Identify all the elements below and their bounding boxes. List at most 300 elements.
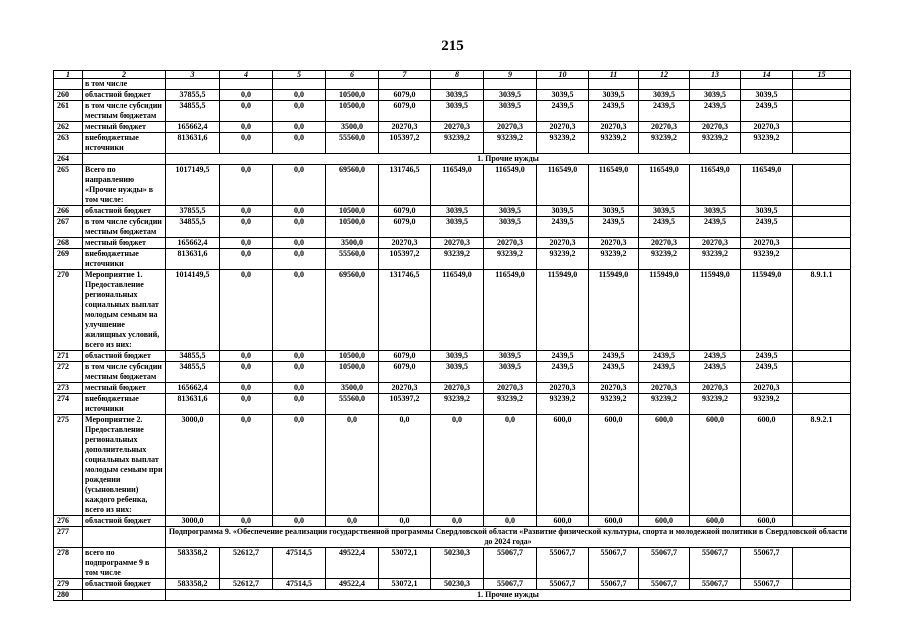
value-cell: 93239,2 — [484, 133, 537, 154]
value-cell: 3039,5 — [639, 90, 690, 101]
value-cell: 20270,3 — [690, 238, 741, 249]
value-cell: 49522,4 — [326, 579, 379, 590]
value-cell: 6079,0 — [379, 217, 431, 238]
value-cell: 600,0 — [639, 516, 690, 527]
label-cell: областной бюджет — [83, 516, 166, 527]
value-cell: 34855,5 — [166, 351, 220, 362]
value-cell: 0,0 — [273, 415, 326, 516]
header-cell: 13 — [690, 71, 741, 79]
table-row — [54, 79, 851, 90]
label-cell: областной бюджет — [83, 579, 166, 590]
empty-cell — [83, 590, 166, 601]
value-cell: 0,0 — [273, 249, 326, 270]
value-cell: 52612,7 — [220, 548, 273, 579]
label-cell: областной бюджет — [83, 206, 166, 217]
value-cell: 0,0 — [220, 516, 273, 527]
value-cell: 93239,2 — [484, 249, 537, 270]
value-cell: 2439,5 — [741, 101, 793, 122]
target-code-cell — [793, 383, 851, 394]
value-cell: 583358,2 — [166, 548, 220, 579]
label-cell: в том числе субсидии местным бюджетам — [83, 362, 166, 383]
row-number-cell: 279 — [54, 579, 83, 590]
value-cell: 93239,2 — [589, 394, 639, 415]
value-cell: 0,0 — [220, 362, 273, 383]
value-cell: 115949,0 — [589, 270, 639, 351]
value-cell: 20270,3 — [537, 122, 589, 133]
value-cell: 10500,0 — [326, 351, 379, 362]
value-cell: 93239,2 — [741, 249, 793, 270]
value-cell: 55067,7 — [589, 579, 639, 590]
value-cell: 0,0 — [220, 101, 273, 122]
value-cell: 2439,5 — [537, 362, 589, 383]
value-cell: 0,0 — [273, 165, 326, 206]
value-cell: 49522,4 — [326, 548, 379, 579]
header-cell: 2 — [83, 71, 166, 79]
value-cell: 0,0 — [431, 516, 484, 527]
section-title-cell: Подпрограмма 9. «Обеспечение реализации государственной программы Свердловской области «Развитие физической культуры, спорта и молодежной политики в Свердловской области до 2024 года» — [166, 527, 851, 548]
value-cell: 0,0 — [326, 415, 379, 516]
value-cell — [741, 79, 793, 90]
row-number-cell: 271 — [54, 351, 83, 362]
value-cell: 2439,5 — [589, 351, 639, 362]
value-cell: 55067,7 — [639, 548, 690, 579]
value-cell: 20270,3 — [639, 238, 690, 249]
row-number-cell: 263 — [54, 133, 83, 154]
target-code-cell — [793, 516, 851, 527]
value-cell: 20270,3 — [431, 383, 484, 394]
value-cell: 2439,5 — [741, 351, 793, 362]
value-cell: 813631,6 — [166, 133, 220, 154]
header-cell: 5 — [273, 71, 326, 79]
value-cell: 0,0 — [484, 415, 537, 516]
value-cell: 0,0 — [273, 122, 326, 133]
value-cell — [690, 79, 741, 90]
value-cell: 2439,5 — [690, 362, 741, 383]
value-cell: 3039,5 — [741, 90, 793, 101]
value-cell: 93239,2 — [431, 249, 484, 270]
value-cell: 0,0 — [326, 516, 379, 527]
table-row — [54, 101, 851, 122]
table-row — [54, 165, 851, 206]
value-cell: 2439,5 — [690, 351, 741, 362]
row-number-cell: 273 — [54, 383, 83, 394]
value-cell: 93239,2 — [690, 394, 741, 415]
value-cell — [431, 79, 484, 90]
value-cell: 116549,0 — [431, 165, 484, 206]
table-row — [54, 590, 851, 601]
target-code-cell — [793, 362, 851, 383]
target-code-cell — [793, 249, 851, 270]
label-cell: внебюджетные источники — [83, 249, 166, 270]
label-cell: Мероприятие 2. Предоставление региональных дополнительных социальных выплат молодым семьям при рождении (усыновлении) каждого ребенка, всего из них: — [83, 415, 166, 516]
value-cell: 3039,5 — [484, 351, 537, 362]
table-row — [54, 362, 851, 383]
header-cell: 4 — [220, 71, 273, 79]
value-cell: 6079,0 — [379, 101, 431, 122]
value-cell: 131746,5 — [379, 270, 431, 351]
value-cell: 0,0 — [220, 351, 273, 362]
value-cell: 600,0 — [639, 415, 690, 516]
table-row — [54, 154, 851, 165]
value-cell: 20270,3 — [690, 383, 741, 394]
header-cell: 3 — [166, 71, 220, 79]
value-cell: 93239,2 — [639, 249, 690, 270]
value-cell: 20270,3 — [431, 122, 484, 133]
value-cell: 0,0 — [431, 415, 484, 516]
value-cell: 0,0 — [273, 238, 326, 249]
value-cell: 116549,0 — [690, 165, 741, 206]
target-code-cell — [793, 79, 851, 90]
target-code-cell — [793, 548, 851, 579]
value-cell: 55067,7 — [484, 548, 537, 579]
value-cell: 6079,0 — [379, 206, 431, 217]
value-cell: 55560,0 — [326, 249, 379, 270]
value-cell: 3000,0 — [166, 516, 220, 527]
value-cell: 3039,5 — [431, 362, 484, 383]
value-cell: 600,0 — [741, 415, 793, 516]
label-cell: внебюджетные источники — [83, 133, 166, 154]
value-cell: 2439,5 — [537, 351, 589, 362]
target-code-cell — [793, 351, 851, 362]
table-header-row — [54, 71, 851, 79]
header-cell: 15 — [793, 71, 851, 79]
value-cell: 2439,5 — [690, 101, 741, 122]
value-cell: 0,0 — [273, 101, 326, 122]
value-cell: 3039,5 — [431, 206, 484, 217]
value-cell: 0,0 — [220, 165, 273, 206]
target-code-cell — [793, 394, 851, 415]
value-cell: 0,0 — [273, 206, 326, 217]
value-cell: 37855,5 — [166, 90, 220, 101]
value-cell: 93239,2 — [639, 133, 690, 154]
row-number-cell: 277 — [54, 527, 83, 548]
value-cell: 55067,7 — [690, 579, 741, 590]
value-cell — [326, 79, 379, 90]
value-cell: 20270,3 — [639, 383, 690, 394]
value-cell: 20270,3 — [484, 122, 537, 133]
value-cell: 55067,7 — [484, 579, 537, 590]
value-cell: 20270,3 — [537, 383, 589, 394]
table-row — [54, 206, 851, 217]
row-number-cell: 267 — [54, 217, 83, 238]
value-cell: 53072,1 — [379, 579, 431, 590]
value-cell: 0,0 — [273, 351, 326, 362]
value-cell: 813631,6 — [166, 394, 220, 415]
value-cell: 600,0 — [537, 415, 589, 516]
value-cell: 0,0 — [220, 122, 273, 133]
value-cell: 3039,5 — [484, 101, 537, 122]
value-cell: 37855,5 — [166, 206, 220, 217]
value-cell: 6079,0 — [379, 362, 431, 383]
row-number-cell: 274 — [54, 394, 83, 415]
row-number-cell: 275 — [54, 415, 83, 516]
empty-cell — [83, 154, 166, 165]
value-cell: 3039,5 — [690, 206, 741, 217]
table-row — [54, 217, 851, 238]
table-row — [54, 351, 851, 362]
value-cell — [639, 79, 690, 90]
value-cell: 20270,3 — [379, 383, 431, 394]
value-cell: 93239,2 — [589, 249, 639, 270]
table-row — [54, 238, 851, 249]
value-cell: 600,0 — [741, 516, 793, 527]
header-cell: 12 — [639, 71, 690, 79]
value-cell: 1014149,5 — [166, 270, 220, 351]
value-cell: 20270,3 — [741, 383, 793, 394]
budget-table — [53, 70, 851, 601]
label-cell: в том числе — [83, 79, 166, 90]
value-cell: 52612,7 — [220, 579, 273, 590]
value-cell: 20270,3 — [537, 238, 589, 249]
value-cell: 0,0 — [379, 415, 431, 516]
value-cell: 3500,0 — [326, 122, 379, 133]
value-cell: 3500,0 — [326, 383, 379, 394]
value-cell: 20270,3 — [484, 238, 537, 249]
value-cell: 55067,7 — [537, 548, 589, 579]
row-number-cell: 268 — [54, 238, 83, 249]
value-cell: 10500,0 — [326, 206, 379, 217]
value-cell: 583358,2 — [166, 579, 220, 590]
value-cell: 0,0 — [273, 217, 326, 238]
value-cell: 93239,2 — [431, 394, 484, 415]
value-cell: 0,0 — [273, 270, 326, 351]
table-row — [54, 270, 851, 351]
value-cell: 93239,2 — [741, 394, 793, 415]
value-cell: 20270,3 — [484, 383, 537, 394]
label-cell: в том числе субсидии местным бюджетам — [83, 217, 166, 238]
value-cell: 20270,3 — [741, 122, 793, 133]
value-cell: 3039,5 — [537, 90, 589, 101]
value-cell: 6079,0 — [379, 90, 431, 101]
value-cell: 93239,2 — [537, 249, 589, 270]
value-cell: 20270,3 — [379, 122, 431, 133]
value-cell: 0,0 — [220, 249, 273, 270]
value-cell: 0,0 — [220, 238, 273, 249]
target-code-cell — [793, 133, 851, 154]
value-cell: 165662,4 — [166, 383, 220, 394]
value-cell: 3039,5 — [431, 90, 484, 101]
value-cell: 105397,2 — [379, 394, 431, 415]
value-cell: 20270,3 — [379, 238, 431, 249]
value-cell: 93239,2 — [639, 394, 690, 415]
value-cell: 0,0 — [220, 383, 273, 394]
value-cell: 20270,3 — [431, 238, 484, 249]
value-cell: 3039,5 — [589, 206, 639, 217]
target-code-cell — [793, 122, 851, 133]
value-cell: 0,0 — [220, 270, 273, 351]
value-cell — [379, 79, 431, 90]
target-code-cell — [793, 90, 851, 101]
label-cell: областной бюджет — [83, 90, 166, 101]
label-cell: Всего по направлению «Прочие нужды» в том числе: — [83, 165, 166, 206]
value-cell: 53072,1 — [379, 548, 431, 579]
table-row — [54, 122, 851, 133]
table-row — [54, 90, 851, 101]
value-cell: 47514,5 — [273, 579, 326, 590]
value-cell: 3039,5 — [589, 90, 639, 101]
row-number-cell: 260 — [54, 90, 83, 101]
value-cell: 105397,2 — [379, 249, 431, 270]
value-cell: 93239,2 — [589, 133, 639, 154]
value-cell: 600,0 — [690, 415, 741, 516]
value-cell: 165662,4 — [166, 238, 220, 249]
value-cell: 116549,0 — [537, 165, 589, 206]
value-cell: 115949,0 — [537, 270, 589, 351]
table-row — [54, 394, 851, 415]
value-cell: 0,0 — [273, 362, 326, 383]
value-cell: 0,0 — [273, 133, 326, 154]
value-cell — [166, 79, 220, 90]
label-cell: местный бюджет — [83, 238, 166, 249]
value-cell: 3500,0 — [326, 238, 379, 249]
value-cell: 2439,5 — [639, 101, 690, 122]
value-cell: 0,0 — [484, 516, 537, 527]
value-cell: 116549,0 — [484, 165, 537, 206]
value-cell: 3039,5 — [639, 206, 690, 217]
value-cell: 813631,6 — [166, 249, 220, 270]
label-cell: местный бюджет — [83, 122, 166, 133]
value-cell: 0,0 — [273, 90, 326, 101]
value-cell: 93239,2 — [537, 133, 589, 154]
value-cell: 116549,0 — [431, 270, 484, 351]
value-cell: 3039,5 — [690, 90, 741, 101]
value-cell: 20270,3 — [589, 383, 639, 394]
row-number-cell: 269 — [54, 249, 83, 270]
value-cell: 116549,0 — [589, 165, 639, 206]
value-cell: 34855,5 — [166, 217, 220, 238]
label-cell: внебюджетные источники — [83, 394, 166, 415]
value-cell: 69560,0 — [326, 165, 379, 206]
header-cell: 1 — [54, 71, 83, 79]
value-cell: 2439,5 — [639, 351, 690, 362]
header-cell: 11 — [589, 71, 639, 79]
value-cell: 3039,5 — [741, 206, 793, 217]
value-cell: 55067,7 — [741, 579, 793, 590]
value-cell: 2439,5 — [639, 217, 690, 238]
value-cell: 93239,2 — [537, 394, 589, 415]
value-cell: 1017149,5 — [166, 165, 220, 206]
table-row — [54, 249, 851, 270]
value-cell: 0,0 — [379, 516, 431, 527]
row-number-cell: 270 — [54, 270, 83, 351]
value-cell: 55067,7 — [741, 548, 793, 579]
value-cell: 2439,5 — [589, 101, 639, 122]
table-row — [54, 383, 851, 394]
value-cell: 3039,5 — [484, 217, 537, 238]
value-cell: 2439,5 — [589, 217, 639, 238]
label-cell: всего по подпрограмме 9 в том числе — [83, 548, 166, 579]
value-cell: 10500,0 — [326, 217, 379, 238]
value-cell: 2439,5 — [639, 362, 690, 383]
target-code-cell — [793, 238, 851, 249]
value-cell: 34855,5 — [166, 101, 220, 122]
table-row — [54, 579, 851, 590]
row-number-cell: 265 — [54, 165, 83, 206]
value-cell — [537, 79, 589, 90]
value-cell: 2439,5 — [690, 217, 741, 238]
value-cell — [273, 79, 326, 90]
value-cell: 600,0 — [589, 516, 639, 527]
value-cell: 6079,0 — [379, 351, 431, 362]
value-cell: 55560,0 — [326, 133, 379, 154]
header-cell: 7 — [379, 71, 431, 79]
header-cell: 9 — [484, 71, 537, 79]
value-cell: 20270,3 — [589, 238, 639, 249]
value-cell: 55067,7 — [537, 579, 589, 590]
row-number-cell — [54, 79, 83, 90]
row-number-cell: 266 — [54, 206, 83, 217]
value-cell: 131746,5 — [379, 165, 431, 206]
value-cell: 0,0 — [220, 394, 273, 415]
value-cell: 600,0 — [537, 516, 589, 527]
value-cell: 115949,0 — [639, 270, 690, 351]
value-cell: 3000,0 — [166, 415, 220, 516]
row-number-cell: 278 — [54, 548, 83, 579]
header-cell: 10 — [537, 71, 589, 79]
header-cell: 8 — [431, 71, 484, 79]
value-cell: 2439,5 — [537, 101, 589, 122]
label-cell: Мероприятие 1. Предоставление региональных социальных выплат молодым семьям на улучшение жилищных условий, всего из них: — [83, 270, 166, 351]
value-cell: 3039,5 — [484, 90, 537, 101]
value-cell: 0,0 — [273, 383, 326, 394]
value-cell: 69560,0 — [326, 270, 379, 351]
table-row — [54, 527, 851, 548]
value-cell: 0,0 — [220, 90, 273, 101]
value-cell: 2439,5 — [741, 362, 793, 383]
value-cell: 55067,7 — [639, 579, 690, 590]
page-number: 215 — [441, 38, 464, 54]
label-cell: местный бюджет — [83, 383, 166, 394]
row-number-cell: 276 — [54, 516, 83, 527]
value-cell: 50230,3 — [431, 579, 484, 590]
table-row — [54, 415, 851, 516]
value-cell: 47514,5 — [273, 548, 326, 579]
value-cell: 0,0 — [220, 206, 273, 217]
section-title-cell: 1. Прочие нужды — [166, 590, 851, 601]
value-cell: 600,0 — [589, 415, 639, 516]
value-cell: 93239,2 — [690, 133, 741, 154]
empty-cell — [83, 527, 166, 548]
value-cell: 93239,2 — [431, 133, 484, 154]
value-cell: 165662,4 — [166, 122, 220, 133]
target-code-cell — [793, 217, 851, 238]
value-cell: 0,0 — [220, 415, 273, 516]
value-cell: 0,0 — [220, 133, 273, 154]
target-code-cell — [793, 579, 851, 590]
value-cell: 3039,5 — [431, 351, 484, 362]
value-cell: 2439,5 — [537, 217, 589, 238]
section-title-cell: 1. Прочие нужды — [166, 154, 851, 165]
value-cell: 115949,0 — [690, 270, 741, 351]
header-cell: 6 — [326, 71, 379, 79]
target-code-cell — [793, 206, 851, 217]
value-cell: 34855,5 — [166, 362, 220, 383]
value-cell: 20270,3 — [589, 122, 639, 133]
table-row — [54, 133, 851, 154]
value-cell: 20270,3 — [690, 122, 741, 133]
header-cell: 14 — [741, 71, 793, 79]
value-cell: 2439,5 — [589, 362, 639, 383]
value-cell: 10500,0 — [326, 101, 379, 122]
value-cell: 3039,5 — [431, 217, 484, 238]
row-number-cell: 264 — [54, 154, 83, 165]
value-cell: 116549,0 — [639, 165, 690, 206]
row-number-cell: 262 — [54, 122, 83, 133]
value-cell: 3039,5 — [431, 101, 484, 122]
value-cell: 115949,0 — [741, 270, 793, 351]
table-row — [54, 516, 851, 527]
value-cell: 10500,0 — [326, 362, 379, 383]
